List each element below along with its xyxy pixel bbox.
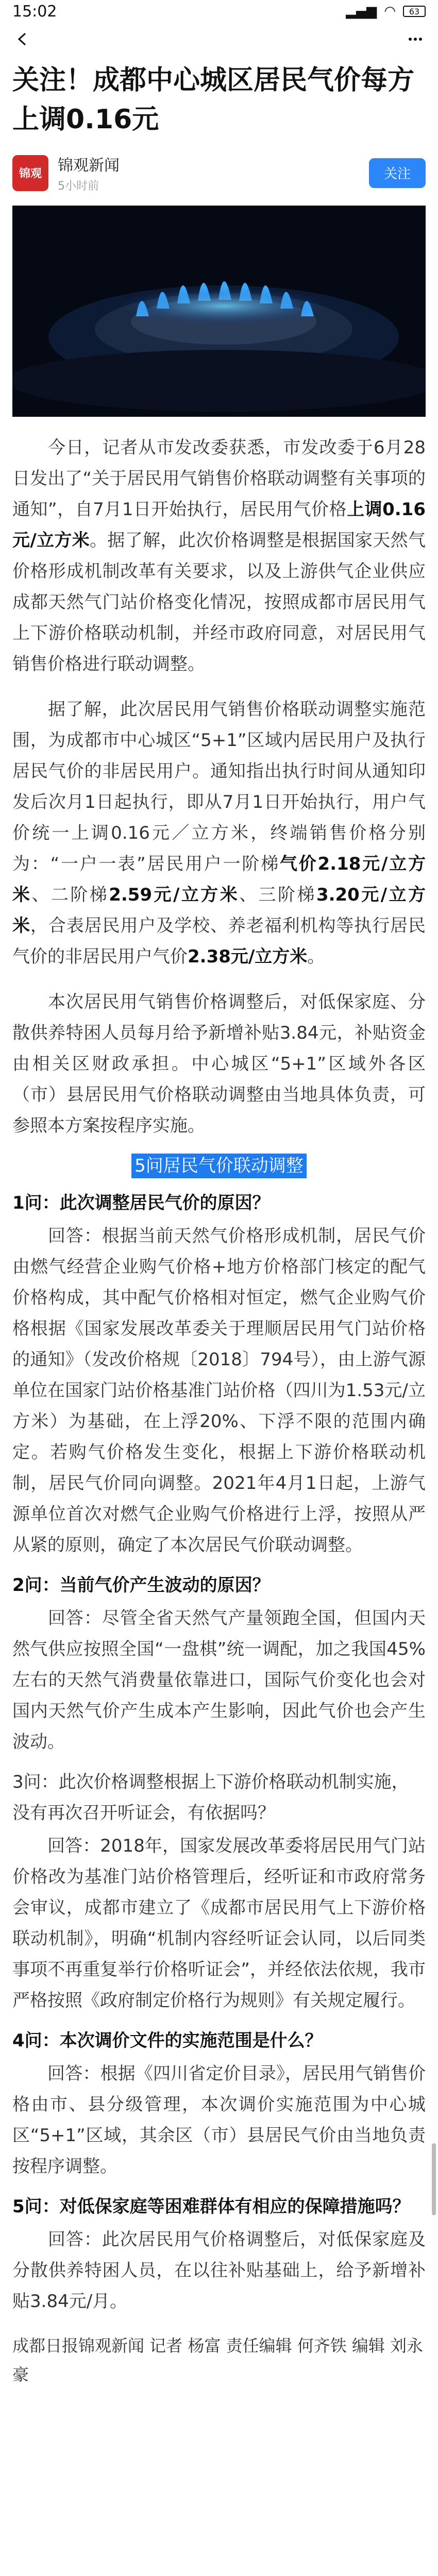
wifi-icon: ◠ — [384, 4, 396, 19]
question-4: 4问：本次调价文件的实施范围是什么？ — [12, 2030, 323, 2051]
battery-icon — [403, 6, 426, 17]
battery-level: 63 — [409, 6, 420, 16]
author-row — [12, 152, 426, 193]
chevron-left-icon[interactable] — [11, 28, 34, 50]
answer-4 — [12, 2058, 426, 2182]
answer-2-text: 回答：尽管全省天然气产量领跑全国，但国内天然气供应按照全国“一盘棋”统一调配，加之我国45%左右的天然气消费量依靠进口，国际气价变化也会对国内天然气价产生成本产生影响，因此气价也会产生波动。 — [12, 1608, 426, 1752]
p1-price-change: 上调0.16元/立方米 — [12, 499, 426, 551]
answer-1 — [12, 1221, 426, 1561]
more-icon[interactable] — [404, 28, 427, 50]
section-title — [12, 1154, 426, 1178]
answer-4-text: 回答：根据《四川省定价目录》，居民用气销售价格由市、县分级管理，本次调价实施范围为中心城区“5+1”区域，其余区（市）县居民气价由当地负责按程序调整。 — [12, 2063, 426, 2177]
author-name[interactable]: 锦观新闻 — [58, 157, 120, 175]
question-2: 2问：当前气价产生波动的原因？ — [12, 1575, 270, 1596]
signal-icon: ▂▄▆ — [346, 4, 377, 19]
answer-3-text: 回答：2018年，国家发展改革委将居民用气门站价格改为基准门站价格管理后，经听证和市政府常务会审议，成都市建立了《成都市居民用气上下游价格联动机制》，明确“机制内容经听证会认同，以后同类事项不再重复举行价格听证会”，并经依法依规，我市严格按照《政府制定价格行为规则》有关规定履行。 — [12, 1836, 426, 2011]
status-icons — [346, 4, 426, 19]
answer-5-text: 回答：此次居民用气价格调整后，对低保家庭及分散供养特困人员，在以往补贴基础上，给予新增补贴3.84元/月。 — [12, 2229, 426, 2312]
p2-tier1-price: 气价2.18元/立方米 — [12, 854, 426, 905]
question-5: 5问：对低保家庭等困难群体有相应的保障措施吗？ — [12, 2196, 410, 2217]
paragraph-3 — [12, 987, 426, 1141]
question-3: 3问：此次价格调整根据上下游价格联动机制实施，没有再次召开听证会，有依据吗？ — [12, 1772, 409, 1823]
p2-tier2-price: 2.59元/立方米 — [109, 885, 240, 905]
p2-text-e: 、三阶梯 — [239, 885, 316, 905]
p3-text: 本次居民用气销售价格调整后，对低保家庭、分散供养特困人员每月给予新增补贴3.84元，补贴资金由相关区财政承担。中心城区“5+1”区域外各区（市）县居民用气价格联动调整由当地具体负责，可参照本方案按程序实施。 — [12, 992, 426, 1136]
status-bar — [0, 0, 438, 23]
answer-3 — [12, 1831, 426, 2016]
avatar[interactable] — [12, 155, 48, 191]
paragraph-1 — [12, 432, 426, 680]
p2-text-g: ，合表居民用户及学校、养老福利机构等执行居民气价的非居民用户气价 — [12, 916, 426, 967]
p2-tier3-price: 3.20元/立方米 — [12, 885, 426, 936]
question-1: 1问：此次调整居民气价的原因？ — [12, 1193, 270, 1213]
p1-text-c: 。据了解，此次价格调整是根据国家天然气价格形成机制改革有关要求，以及上游供气企业供应成都天然气门站价格变化情况，按照成都市居民用气上下游价格联动机制，并经市政府同意，对居民用气销售价格进行联动调整。 — [12, 530, 426, 674]
avatar-text: 锦观 — [19, 167, 42, 180]
paragraph-2 — [12, 694, 426, 972]
author-meta — [58, 152, 369, 193]
p2-text-c: 、二阶梯 — [31, 885, 109, 905]
section-title-text: 5问居民气价联动调整 — [131, 1154, 307, 1178]
status-time: 15:02 — [12, 2, 57, 21]
publish-time: 5小时前 — [58, 180, 99, 193]
top-bar — [0, 23, 438, 56]
gas-burner-illustration — [12, 206, 426, 417]
p2-shared-price: 2.38元/立方米 — [188, 946, 308, 967]
article-title: 关注！成都中心城区居民气价每方上调0.16元 — [12, 65, 415, 135]
follow-button[interactable]: 关注 — [369, 158, 426, 188]
article — [0, 61, 438, 2389]
answer-1-text: 回答：根据当前天然气价格形成机制，居民气价由燃气经营企业购气价格+地方价格部门核定的配气价格构成，其中配气价格相对恒定，燃气企业购气价格根据《国家发展改革委关于理顺居民用气门站价格的通知》（发改价格规〔2018〕794号），由上游气源单位在国家门站价格基准门站价格（四川为1.53元/立方米）为基础，在上浮20%、下浮不限的范围内确定。若购气价格发生变化，根据上下游价格联动机制，居民气价同向调整。2021年4月1日起，上游气源单位首次对燃气企业购气价格进行上浮，按照从严从紧的原则，确定了本次居民气价联动调整。 — [12, 1226, 426, 1555]
answer-2 — [12, 1603, 426, 1757]
article-credits: 成都日报锦观新闻 记者 杨富 责任编辑 何齐铁 编辑 刘永豪 — [12, 2336, 424, 2384]
p2-text-i: 。 — [307, 946, 325, 967]
p1-text-a: 今日，记者从市发改委获悉，市发改委于6月28日发出了“关于居民用气销售价格联动调整有关事项的通知”，自7月1日开始执行，居民用气价格 — [12, 437, 426, 520]
p2-text-a: 据了解，此次居民用气销售价格联动调整实施范围，为成都市中心城区“5+1”区域内居民用户及执行居民气价的非居民用户。通知指出执行时间从通知印发后次月1日起执行，即从7月1日开始执行，用户气价统一上调0.16元／立方米，终端销售价格分别为：“一户一表”居民用户一阶梯 — [12, 699, 426, 874]
hero-image[interactable] — [12, 206, 426, 417]
answer-5 — [12, 2224, 426, 2317]
scrollbar-thumb[interactable] — [432, 2143, 436, 2215]
